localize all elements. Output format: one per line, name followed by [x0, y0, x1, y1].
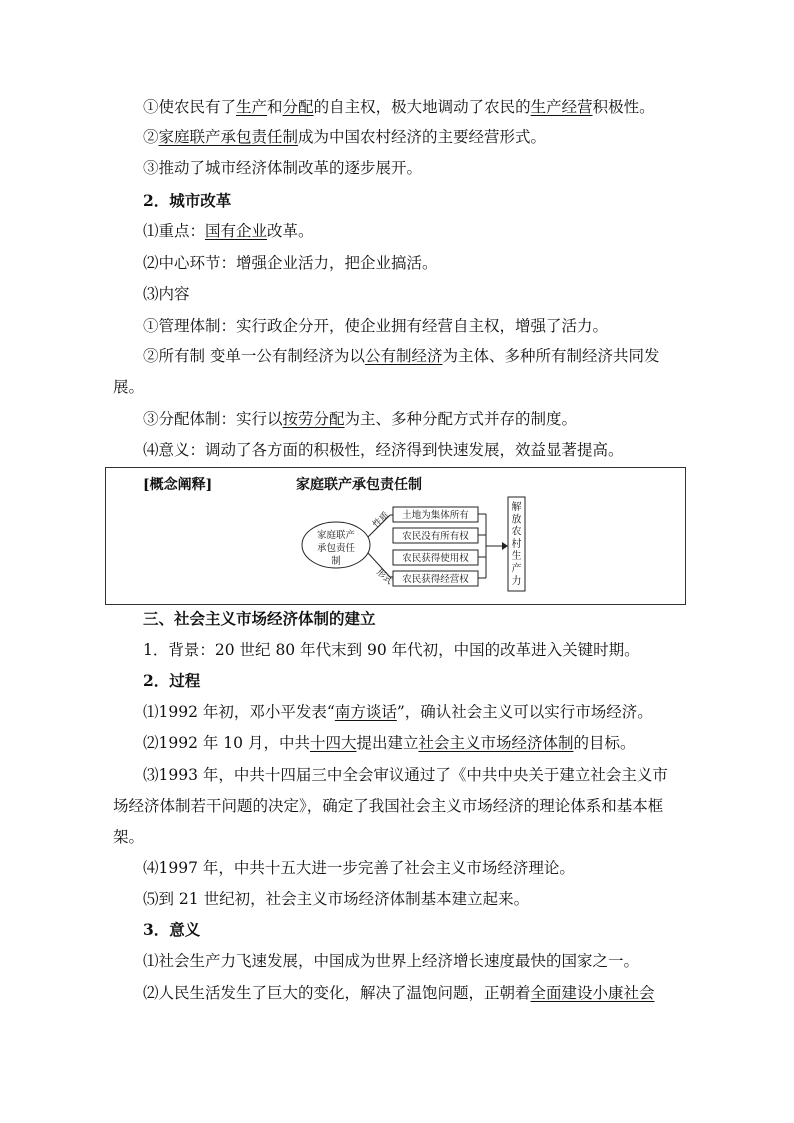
text-span: ”，确认社会主义可以实行市场经济。 — [396, 703, 653, 721]
center-text-line-2: 承包责任 — [316, 543, 356, 554]
text-line-ownership-cont: 展。 — [113, 378, 145, 396]
text-line-significance-1: ⑴社会生产力飞速发展，中国成为世界上经济增长速度最快的国家之一。 — [143, 952, 640, 970]
text-span: ③分配体制：实行以 — [143, 410, 283, 428]
text-line-process-4: ⑷1997 年，中共十五大进一步完善了社会主义市场经济理论。 — [143, 859, 575, 877]
text-line-distribution — [143, 409, 577, 429]
text-line-effect-2 — [143, 127, 546, 147]
text-span: 改革。 — [267, 222, 314, 240]
branch-label-nature: 性质 — [371, 510, 392, 531]
text-span: ⑴重点： — [143, 222, 206, 240]
result-char: 村 — [511, 538, 522, 550]
result-char: 放 — [511, 514, 522, 526]
result-char: 解 — [511, 502, 522, 513]
text-line-process-5: ⑸到 21 世纪初，社会主义市场经济体制基本建立起来。 — [143, 890, 530, 908]
concept-title: 家庭联产承包责任制 — [296, 477, 422, 493]
underlined-term: 生产经营 — [530, 98, 593, 116]
result-char: 力 — [511, 575, 522, 587]
underlined-term: 十四大 — [309, 734, 357, 752]
text-span: ⑴1992 年初，邓小平发表“ — [143, 703, 335, 721]
text-span: ②所有制 变单一公有制经济为以 — [143, 347, 365, 365]
text-line-management: ①管理体制：实行政企分开，使企业拥有经营自主权，增强了活力。 — [143, 317, 609, 335]
concept-label: [概念阐释] — [143, 477, 213, 493]
text-span: 积极性。 — [592, 98, 655, 116]
text-line-process-2 — [143, 733, 636, 753]
diagram-box-text-3: 农民获得使用权 — [402, 553, 469, 564]
text-span: 提出建立 — [356, 734, 419, 752]
text-line-effect-3: ③推动了城市经济体制改革的逐步展开。 — [143, 159, 423, 177]
section-heading: 三、社会主义市场经济体制的建立 — [143, 609, 376, 628]
heading-process: 2．过程 — [143, 671, 201, 690]
arrow-head — [502, 542, 508, 550]
text-line-process-1 — [143, 702, 653, 722]
text-span: ⑵1992 年 10 月，中共 — [143, 734, 310, 752]
underlined-term: 社会主义市场经济体制 — [418, 734, 574, 752]
text-span: 为主、多种分配方式并存的制度。 — [344, 410, 578, 428]
text-span: 成为中国农村经济的主要经营形式。 — [298, 128, 547, 146]
result-char: 生 — [511, 551, 522, 563]
heading-significance: 3．意义 — [143, 920, 201, 939]
text-span: 的自主权，极大地调动了农民的 — [313, 98, 531, 116]
text-span: 和 — [267, 98, 283, 116]
diagram-box-text-2: 农民没有所有权 — [402, 531, 469, 542]
underlined-term: 按劳分配 — [282, 410, 345, 428]
text-line-process-3-end: 架。 — [113, 828, 145, 846]
underlined-term: 全面建设小康社会 — [530, 984, 655, 1002]
branch-label-form: 形式 — [374, 567, 395, 587]
text-span: ①使农民有了 — [143, 98, 237, 116]
underlined-term: 国有企业 — [205, 222, 268, 240]
result-text — [512, 500, 522, 587]
diagram-box-text-4: 农民获得经营权 — [402, 574, 469, 585]
text-line-process-3: ⑶1993 年，中共十四届三中全会审议通过了《中共中央关于建立社会主义市 — [143, 766, 668, 784]
heading-urban-reform: 2．城市改革 — [143, 191, 232, 210]
text-line-ownership — [143, 346, 659, 366]
result-char: 农 — [511, 526, 522, 538]
text-span: 为主体、多种所有制经济共同发 — [442, 347, 660, 365]
text-line-background: 1．背景：20 世纪 80 年代末到 90 年代初，中国的改革进入关键时期。 — [143, 641, 640, 659]
center-text-line-1: 家庭联产 — [316, 530, 356, 541]
result-char: 产 — [511, 563, 522, 575]
text-span: ② — [143, 128, 159, 146]
concept-diagram — [300, 495, 540, 595]
underlined-term: 公有制经济 — [364, 347, 443, 365]
underlined-term: 家庭联产承包责任制 — [158, 128, 299, 146]
text-line-effect-1 — [143, 97, 655, 117]
center-text-line-3: 制 — [331, 556, 341, 567]
underlined-term: 生产 — [236, 98, 268, 116]
text-line-meaning: ⑷意义：调动了各方面的积极性，经济得到快速发展，效益显著提高。 — [143, 441, 624, 459]
underlined-term: 分配 — [282, 98, 314, 116]
underlined-term: 南方谈话 — [334, 703, 397, 721]
text-line-focus — [143, 221, 314, 241]
text-line-center: ⑵中心环节：增强企业活力，把企业搞活。 — [143, 254, 438, 272]
text-line-content: ⑶内容 — [143, 285, 190, 303]
text-span: 的目标。 — [573, 734, 636, 752]
text-line-process-3-cont: 场经济体制若干问题的决定》，确定了我国社会主义市场经济的理论体系和基本框 — [113, 797, 664, 815]
diagram-box-text-1: 土地为集体所有 — [402, 510, 469, 521]
text-span: ⑵人民生活发生了巨大的变化，解决了温饱问题，正朝着 — [143, 984, 531, 1002]
text-line-significance-2 — [143, 983, 655, 1003]
